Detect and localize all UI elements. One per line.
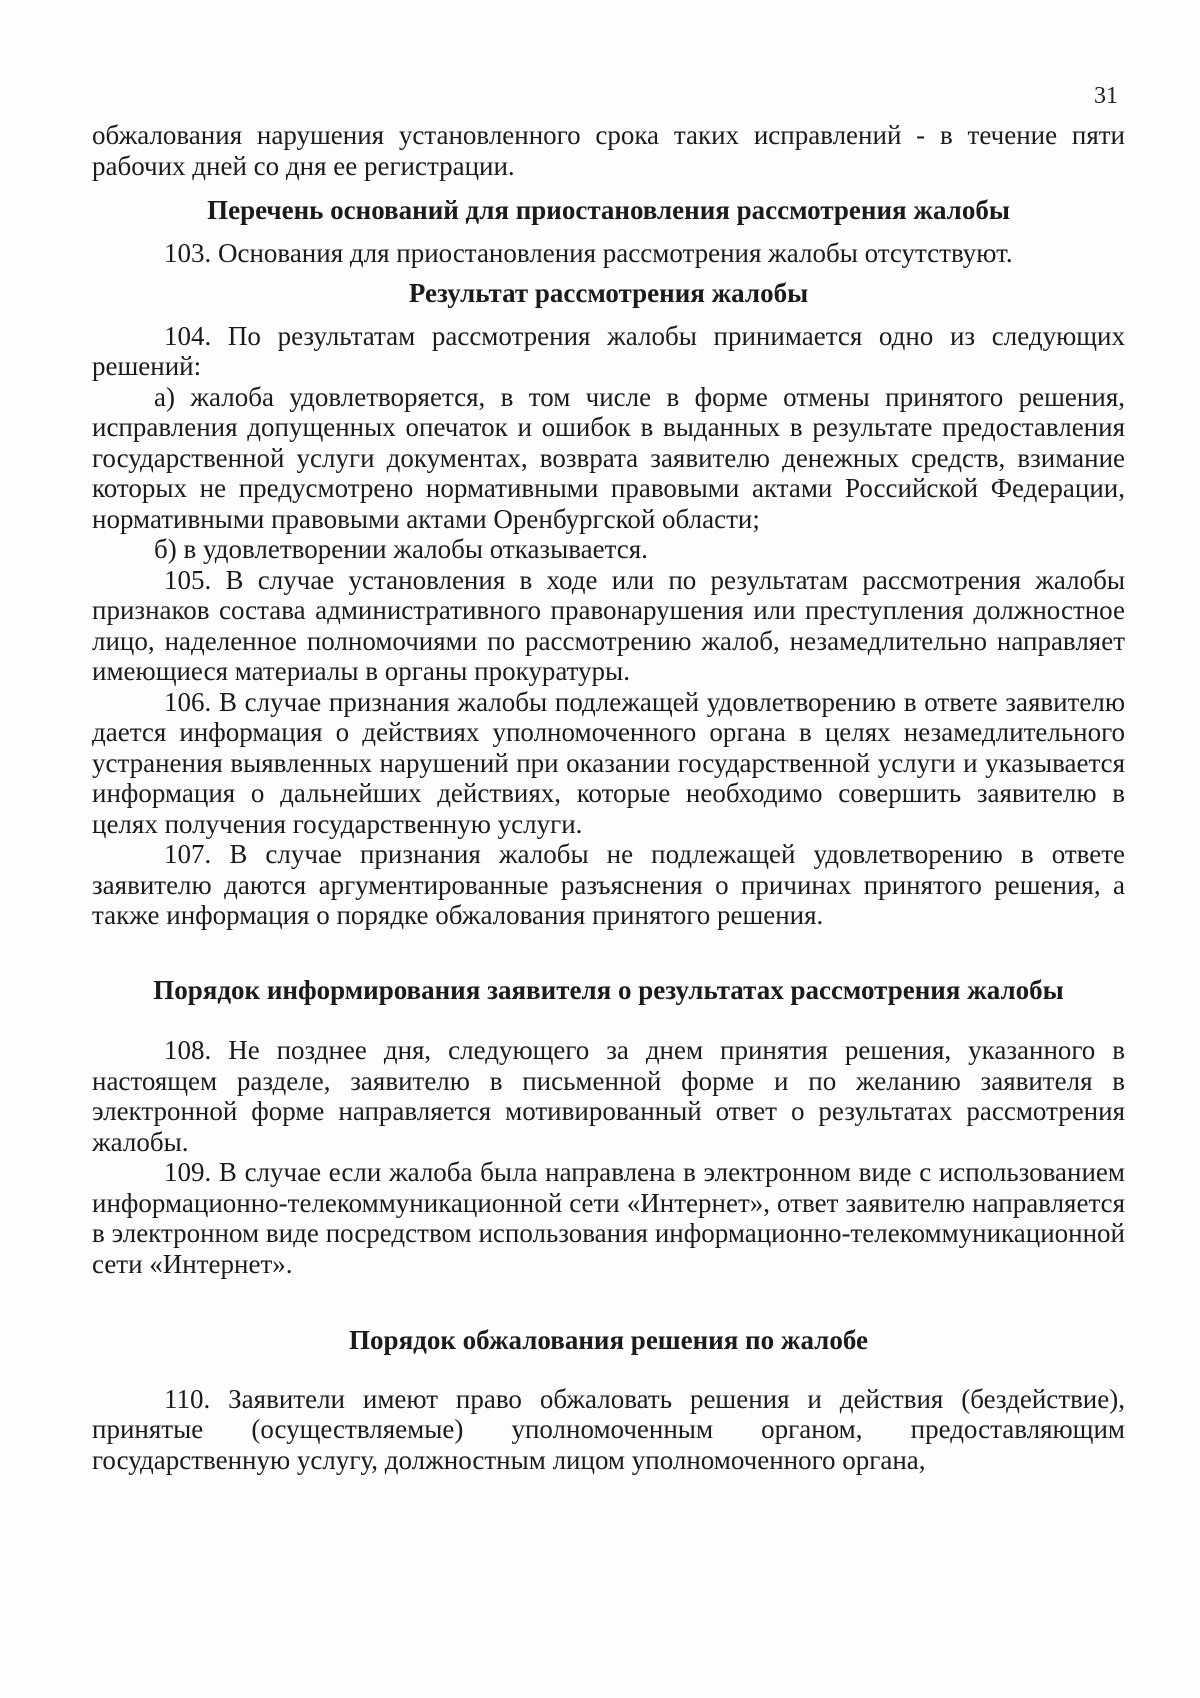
paragraph-107: 107. В случае признания жалобы не подлежащей удовлетворению в ответе заявителю даются аргументированные разъяснения о причинах принятого решения, а также информация о порядке обжалования принятого решения. [92, 839, 1125, 930]
paragraph-104: 104. По результатам рассмотрения жалобы принимается одно из следующих решений: [92, 320, 1125, 381]
paragraph-106: 106. В случае признания жалобы подлежащей удовлетворению в ответе заявителю дается информация о действиях уполномоченного органа в целях незамедлительного устранения выявленных нарушений при оказании государственной услуги и указывается информация о дальнейших действиях, которые необходимо совершить заявителю в целях получения государственную услуги. [92, 686, 1125, 839]
paragraph-108: 108. Не позднее дня, следующего за днем принятия решения, указанного в настоящем разделе, заявителю в письменной форме и по желанию заявителя в электронной форме направляется мотивированный ответ о результатах рассмотрения жалобы. [92, 1035, 1125, 1157]
heading-suspension-grounds: Перечень оснований для приостановления рассмотрения жалобы [207, 195, 1010, 225]
intro-paragraph: обжалования нарушения установленного срока таких исправлений - в течение пяти рабочих дней со дня ее регистрации. [92, 120, 1125, 181]
paragraph-110: 110. Заявители имеют право обжаловать решения и действия (бездействие), принятые (осуществляемые) уполномоченным органом, предоставляющим государственную услугу, должностным лицом уполномоченного органа, [92, 1383, 1125, 1475]
heading-appeal-procedure: Порядок обжалования решения по жалобе [349, 1325, 868, 1355]
paragraph-105: 105. В случае установления в ходе или по результатам рассмотрения жалобы признаков состава административного правонарушения или преступления должностное лицо, наделенное полномочиями по рассмотрению жалоб, незамедлительно направляет имеющиеся материалы в органы прокуратуры. [92, 564, 1125, 686]
paragraph-103: 103. Основания для приостановления рассмотрения жалобы отсутствуют. [164, 237, 1013, 268]
heading-informing-applicant: Порядок информирования заявителя о результатах рассмотрения жалобы [153, 974, 1064, 1005]
document-body [92, 120, 1125, 1475]
page-number: 31 [1094, 83, 1118, 109]
paragraph-109: 109. В случае если жалоба была направлена в электронном виде с использованием информационно-телекоммуникационной сети «Интернет», ответ заявителю направляется в электронном виде посредством использования информационно-телекоммуникационной сети «Интернет». [92, 1157, 1125, 1279]
paragraph-104-a: а) жалоба удовлетворяется, в том числе в форме отмены принятого решения, исправления допущенных опечаток и ошибок в выданных в результате предоставления государственной услуги документах, возврата заявителю денежных средств, взимание которых не предусмотрено нормативными правовыми актами Российской Федерации, нормативными правовыми актами Оренбургской области; [92, 381, 1125, 534]
heading-complaint-result: Результат рассмотрения жалобы [408, 278, 809, 308]
paragraph-104-b: б) в удовлетворении жалобы отказывается. [154, 534, 648, 564]
